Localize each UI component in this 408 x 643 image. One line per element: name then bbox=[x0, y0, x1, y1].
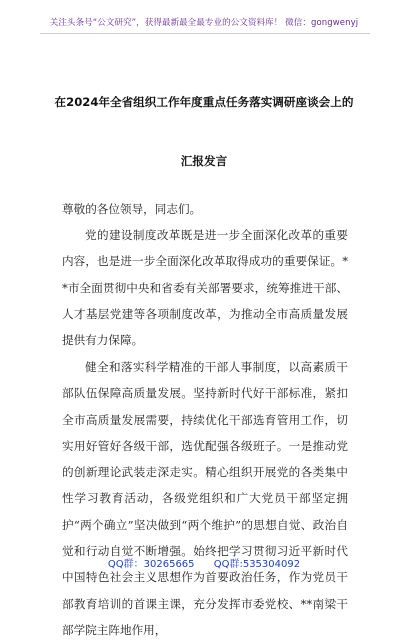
body-paragraph-2: 健全和落实科学精准的干部人事制度，以高素质干部队伍保障高质量发展。坚持新时代好干部标准，紧扣全市高质量发展需要，持续优化干部选育管用工作，切实用好管好各级干部，选优配强各级班子。一是推动党的创新理论武装走深走实。精心组织开展党的各类集中性学习教育活动，各级党组织和广大党员干部坚定拥护“两个确立”坚决做到“两个维护”的思想自觉、政治自觉和行动自觉不断增强。始终把学习贯彻习近平新时代中国特色社会主义思想作为首要政治任务，作为党员干部教育培训的首课主课，充分发挥市委党校、**南梁干部学院主阵地作用， bbox=[62, 360, 348, 637]
footer-contact-bar bbox=[0, 555, 408, 570]
header-banner: 关注头条号“公文研究”，获得最新最全最专业的公文资料库！ 微信：gongwenyj bbox=[49, 18, 359, 28]
document-title-line-2: 汇报发言 bbox=[180, 154, 228, 168]
footer-qq-group-1: QQ群：30265665 bbox=[107, 559, 195, 570]
footer-qq-group-2: QQ群:535304092 bbox=[213, 559, 301, 570]
header-divider bbox=[40, 33, 370, 34]
document-title-line-1: 在2024年全省组织工作年度重点任务落实调研座谈会上的 bbox=[54, 95, 354, 109]
body-paragraph-1: 党的建设制度改革既是进一步全面深化改革的重要内容，也是进一步全面深化改革取得成功的重要保证。**市全面贯彻中央和省委有关部署要求，统筹推进干部、人才基层党建等各项制度改革，为推动全市高质量发展提供有力保障。 bbox=[62, 228, 348, 348]
greeting: 尊敬的各位领导，同志们。 bbox=[62, 202, 202, 216]
